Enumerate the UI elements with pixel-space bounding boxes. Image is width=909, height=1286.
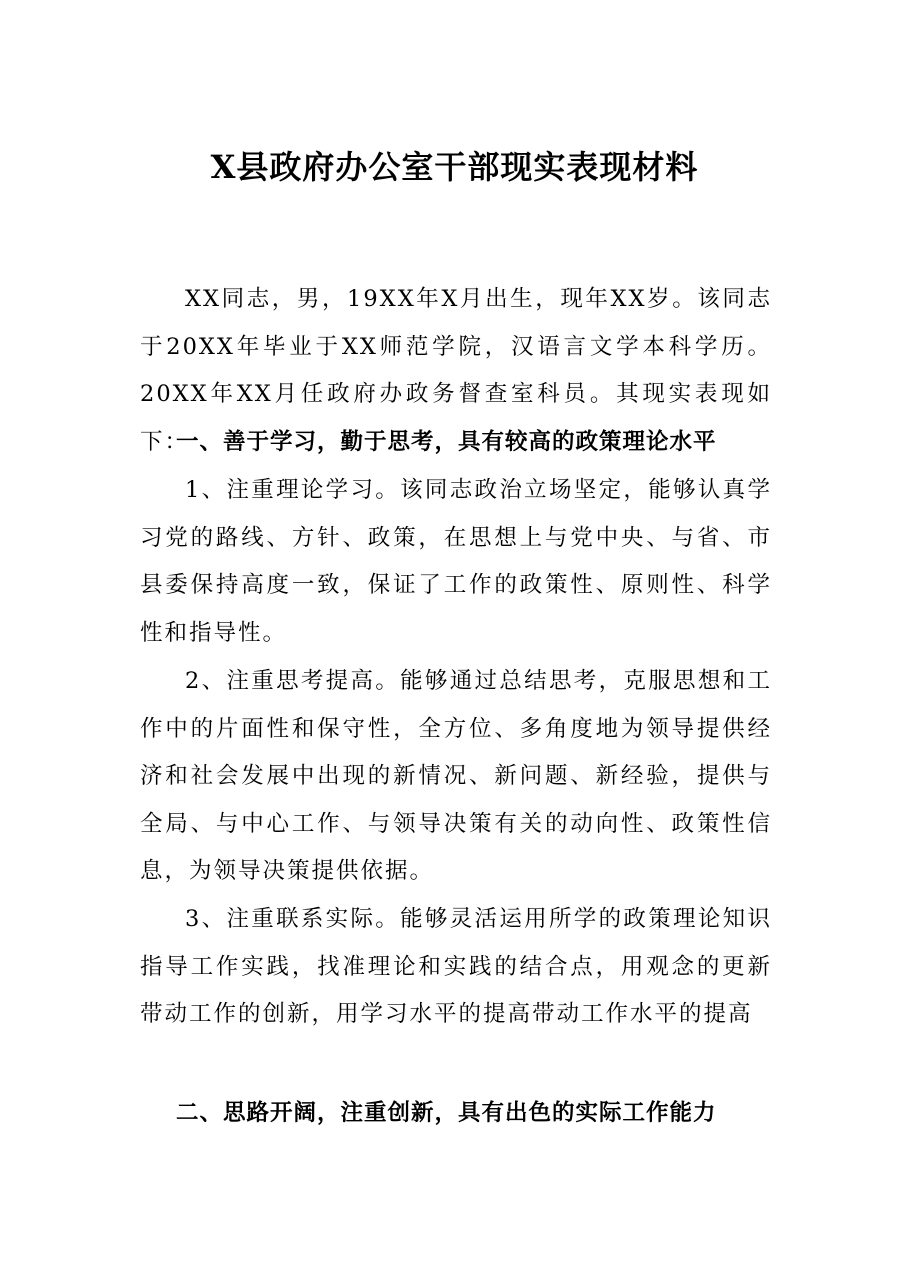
section-2-heading: 二、思路开阔，注重创新，具有出色的实际工作能力 [176, 1100, 717, 1126]
intro-paragraph: XX同志，男，19XX年X月出生，现年XX岁。该同志于20XX年毕业于XX师范学院，汉语言文学本科学历。20XX年XX月任政府办政务督查室科员。其现实表现如下： [140, 286, 772, 455]
section-1-item-3: 3、注重联系实际。能够灵活运用所学的政策理论知识指导工作实践，找准理论和实践的结合点，用观念的更新带动工作的创新，用学习水平的提高带动工作水平的提高 [140, 906, 772, 1027]
section-1-item-2: 2、注重思考提高。能够通过总结思考，克服思想和工作中的片面性和保守性，全方位、多角度地为领导提供经济和社会发展中出现的新情况、新问题、新经验，提供与全局、与中心工作、与领导决策有关的动向性、政策性信息，为领导决策提供依据。 [140, 668, 772, 884]
section-1-heading: 一、善于学习，勤于思考，具有较高的政策理论水平 [176, 429, 717, 455]
document-title: X县政府办公室干部现实表现材料 [210, 148, 699, 186]
section-1-item-1: 1、注重理论学习。该同志政治立场坚定，能够认真学习党的路线、方针、政策，在思想上与党中央、与省、市县委保持高度一致，保证了工作的政策性、原则性、科学性和指导性。 [140, 477, 772, 646]
